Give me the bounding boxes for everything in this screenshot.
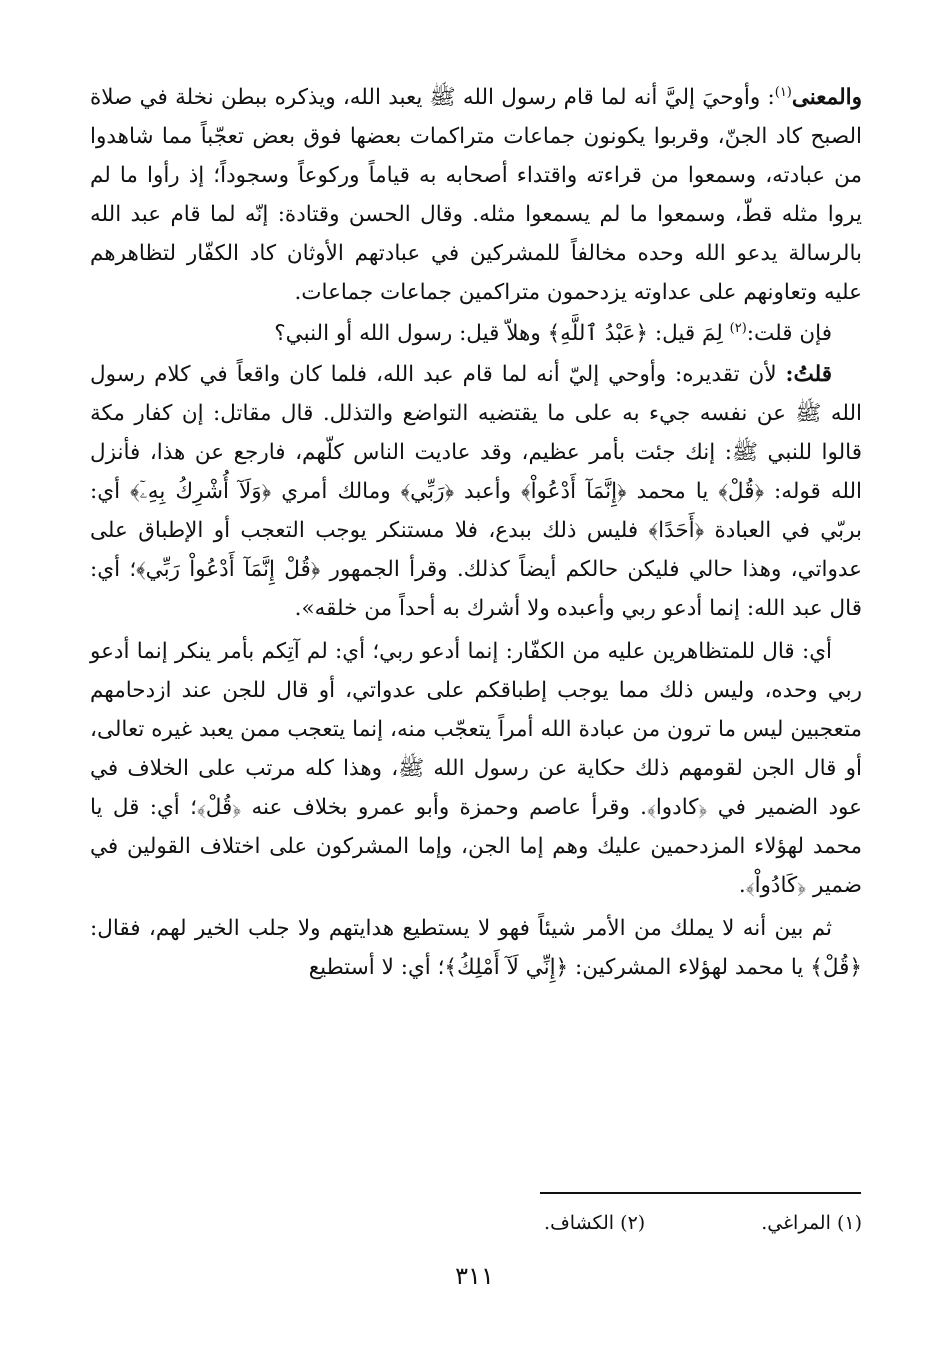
paragraph-2: [90, 314, 862, 353]
paragraph-text: لأن تقديره: وأوحي إليّ أنه لما قام عبد الله، فلما كان واقعاً في كلام رسول الله ﷺ عن نفسه جيء به على ما يقتضيه التواضع والتذلل. قال مقاتل: إن كفار مكة قالوا للنبي ﷺ: إنك جئت بأمر عظيم، وقد عاديت الناس كلّهم، فارجع عن هذا، فأنزل الله قوله: ﴿قُلْ﴾ يا محمد ﴿إِنَّمَآ أَدْعُواْ﴾ وأعبد ﴿رَبِّي﴾ ومالك أمري ﴿وَلَآ أُشْرِكُ بِهِۦٓ﴾ أي: بربّي في العبادة ﴿أَحَدًا﴾ فليس ذلك ببدع، فلا مستنكر يوجب التعجب أو الإطباق على عدواتي، وهذا حالي فليكن حالكم أيضاً كذلك. وقرأ الجمهور ﴿قُلْ إِنَّمَآ أَدْعُواْ رَبِّي﴾؛ أي: قال عبد الله: إنما أدعو ربي وأعبده ولا أشرك به أحداً من خلقه».: [90, 362, 862, 621]
paragraph-lead: فإن قلت:: [746, 321, 832, 346]
paragraph-lead: والمعنى: [791, 85, 862, 110]
paragraph-text: : وأوحيَ إليَّ أنه لما قام رسول الله ﷺ يعبد الله، ويذكره ببطن نخلة في صلاة الصبح كاد الجنّ، وقربوا يكونون جماعات متراكمات بعضها فوق بعض تعجّباً مما شاهدوا من عبادته، وسمعوا من قراءته واقتداء أصحابه به قياماً وركوعاً وسجوداً؛ إذ رأوا ما لم يروا مثله قطّ، وسمعوا ما لم يسمعوا مثله. وقال الحسن وقتادة: إنّه لما قام عبد الله بالرسالة يدعو الله وحده مخالفاً للمشركين في عبادتهم الأوثان كاد الكفّار لتظاهرهم عليه وتعاونهم على عداوته يزدحمون متراكمين جماعات جماعات.: [90, 85, 862, 305]
footnote-separator: [540, 1192, 861, 1194]
footnote-number: (٢): [620, 1212, 646, 1234]
footnote-2: [544, 1208, 645, 1238]
footnote-1: [761, 1208, 862, 1238]
page-number: ٣١١: [455, 1262, 494, 1290]
paragraph-4: [90, 632, 862, 905]
footnote-text: الكشاف.: [544, 1212, 615, 1234]
paragraph-text: ثم بين أنه لا يملك من الأمر شيئاً فهو لا يستطيع هدايتهم ولا جلب الخير لهم، فقال: ﴿قُلْ﴾ يا محمد لهؤلاء المشركين: ﴿إِنِّي لَآ أَمْلِكُ﴾؛ أي: لا أستطيع: [90, 916, 862, 980]
main-text: [90, 78, 862, 989]
paragraph-text: لِمَ قيل: ﴿عَبْدُ ٱللَّهِ﴾ وهلاّ قيل: رسول الله أو النبي؟: [274, 321, 730, 346]
footnote-number: (١): [836, 1212, 862, 1234]
footnote-ref: (١): [774, 84, 792, 100]
paragraph-5: [90, 909, 862, 987]
footnotes: [300, 1208, 862, 1238]
footnote-text: المراغي.: [761, 1212, 831, 1234]
footnote-ref: (٢): [729, 320, 747, 336]
paragraph-1: [90, 78, 862, 312]
paragraph-text: أي: قال للمتظاهرين عليه من الكفّار: إنما أدعو ربي؛ أي: لم آتِكم بأمر ينكر إنما أدعو ربي وحده، وليس ذلك مما يوجب إطباقكم على عدواتي، أو قال للجن عند ازدحامهم متعجبين ليس ما ترون من عبادة الله أمراً يتعجّب منه، إنما يتعجب ممن يعبد غيره تعالى، أو قال الجن لقومهم ذلك حكاية عن رسول الله ﷺ، وهذا كله مرتب على الخلاف في عود الضمير في ﴿كادوا﴾. وقرأ عاصم وحمزة وأبو عمرو بخلاف عنه ﴿قُلْ﴾؛ أي: قل يا محمد لهؤلاء المزدحمين عليك وهم إما الجن، وإما المشركون على اختلاف القولين في ضمير ﴿كَادُواْ﴾.: [90, 639, 862, 898]
paragraph-lead: قلتُ:: [785, 362, 832, 387]
paragraph-3: [90, 355, 862, 628]
